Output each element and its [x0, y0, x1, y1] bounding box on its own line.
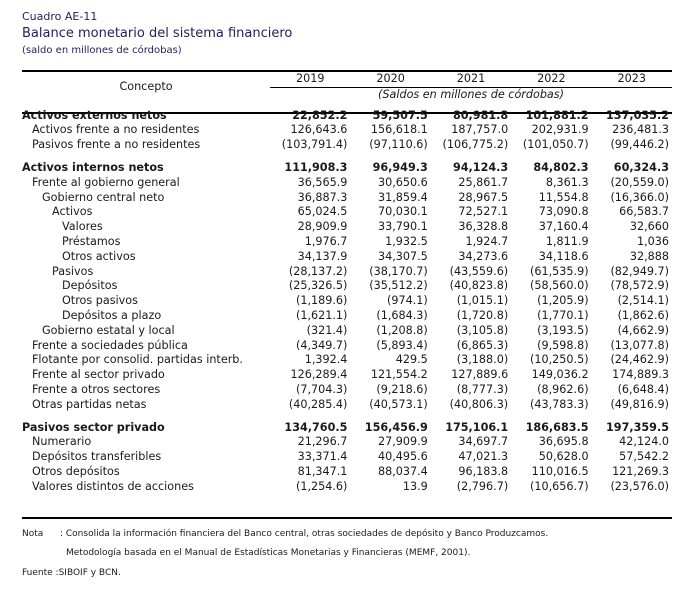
cell-value: (38,170.7)	[369, 264, 428, 278]
cell-value: (25,326.5)	[288, 279, 348, 293]
cell-value: (40,285.4)	[288, 397, 348, 411]
cell-value: (1,189.6)	[295, 294, 348, 308]
cell-value: (1,720.8)	[456, 308, 509, 322]
row-label: Gobierno central neto	[42, 190, 165, 204]
cell-value: (43,783.3)	[530, 397, 589, 411]
cell-value: (23,576.0)	[610, 479, 669, 493]
row-label: Activos externos netos	[22, 108, 167, 122]
cell-value: 13.9	[402, 479, 428, 493]
row-label: Pasivos frente a no residentes	[32, 138, 201, 152]
cell-value: 65,024.5	[297, 205, 348, 219]
cell-value: (10,656.7)	[530, 479, 589, 493]
row-label: Depósitos transferibles	[32, 450, 162, 464]
row-label: Otras partidas netas	[32, 397, 147, 411]
cell-value: 32,888	[629, 249, 669, 263]
table-row	[22, 109, 672, 124]
cell-value: 36,565.9	[297, 175, 348, 189]
cell-value: 36,695.8	[538, 435, 589, 449]
row-label: Pasivos sector privado	[22, 420, 165, 434]
table-row	[22, 123, 672, 138]
cell-value: 137,035.2	[606, 108, 669, 122]
note-line-1: : Consolida la información financiera del Banco central, otras sociedades de depósito y Banco Produzcamos.	[60, 529, 549, 539]
cell-value: 94,124.3	[452, 160, 509, 174]
cell-value: 202,931.9	[531, 123, 589, 137]
spacer-row	[22, 153, 672, 161]
cell-value: 127,889.6	[451, 368, 509, 382]
cell-value: (40,573.1)	[369, 397, 428, 411]
row-label: Otros activos	[62, 249, 136, 263]
year-header-row	[22, 72, 672, 87]
table-subtitle: (saldo en millones de córdobas)	[22, 45, 182, 56]
cell-value: (58,560.0)	[530, 279, 589, 293]
table-row	[22, 138, 672, 153]
cell-value: 121,269.3	[612, 464, 669, 478]
cell-value: 32,660	[629, 220, 669, 234]
spacer-row	[22, 413, 672, 421]
cell-value: (106,775.2)	[442, 138, 509, 152]
cell-value: 37,160.4	[538, 220, 589, 234]
cell-value: (4,662.9)	[617, 323, 669, 337]
row-label: Pasivos	[52, 264, 94, 278]
cell-value: (2,514.1)	[617, 294, 669, 308]
table-row	[22, 176, 672, 191]
cell-value: (1,862.6)	[617, 308, 669, 322]
cell-value: (78,572.9)	[610, 279, 669, 293]
year-header: 2022	[511, 72, 591, 87]
row-label: Frente a sociedades pública	[32, 338, 188, 352]
cell-value: 30,650.6	[377, 175, 428, 189]
cell-value: (40,806.3)	[449, 397, 509, 411]
year-header: 2021	[431, 72, 511, 87]
cell-value: 59,507.5	[372, 108, 428, 122]
cell-value: 72,527.1	[458, 205, 509, 219]
cell-value: 186,683.5	[525, 420, 589, 434]
table-row	[22, 398, 672, 413]
cell-value: (28,137.2)	[288, 264, 348, 278]
row-label: Valores distintos de acciones	[32, 479, 194, 493]
cell-value: 429.5	[395, 353, 428, 367]
row-label: Gobierno estatal y local	[42, 323, 175, 337]
cell-value: 34,697.7	[458, 435, 509, 449]
row-label: Frente al sector privado	[32, 368, 165, 382]
table-row	[22, 205, 672, 220]
cell-value: 126,289.4	[290, 368, 348, 382]
note-label: Nota	[22, 529, 44, 539]
table-row	[22, 279, 672, 294]
cell-value: 236,481.3	[612, 123, 669, 137]
cell-value: (40,823.8)	[449, 279, 509, 293]
cell-value: 25,861.7	[458, 175, 509, 189]
table-row	[22, 161, 672, 176]
cell-value: 57,542.2	[619, 450, 669, 464]
cell-value: 33,371.4	[297, 450, 348, 464]
cell-value: 126,643.6	[290, 123, 348, 137]
table-row	[22, 368, 672, 383]
table-row	[22, 480, 672, 495]
cell-value: 96,183.8	[458, 464, 509, 478]
table-row	[22, 235, 672, 250]
cell-value: (6,648.4)	[617, 382, 669, 396]
cell-value: 34,273.6	[458, 249, 509, 263]
table-code: Cuadro AE-11	[22, 10, 98, 23]
cell-value: 174,889.3	[612, 368, 669, 382]
cell-value: (1,621.1)	[295, 308, 348, 322]
row-label: Activos frente a no residentes	[32, 123, 200, 137]
cell-value: (49,816.9)	[610, 397, 669, 411]
cell-value: 156,456.9	[364, 420, 428, 434]
cell-value: 27,909.9	[377, 435, 428, 449]
cell-value: (1,770.1)	[537, 308, 589, 322]
cell-value: (1,015.1)	[456, 294, 509, 308]
year-header: 2020	[350, 72, 430, 87]
cell-value: (8,962.6)	[537, 382, 589, 396]
cell-value: 88,037.4	[377, 464, 428, 478]
source-note: Fuente :SIBOIF y BCN.	[22, 568, 121, 578]
table-row	[22, 250, 672, 265]
cell-value: (82,949.7)	[610, 264, 669, 278]
table-row	[22, 294, 672, 309]
table-row	[22, 450, 672, 465]
cell-value: 1,036	[636, 234, 669, 248]
cell-value: (5,893.4)	[376, 338, 428, 352]
cell-value: 47,021.3	[458, 450, 509, 464]
cell-value: (6,865.3)	[456, 338, 509, 352]
row-label: Activos	[52, 205, 93, 219]
cell-value: 110,016.5	[531, 464, 589, 478]
cell-value: (16,366.0)	[610, 190, 669, 204]
cell-value: 36,887.3	[297, 190, 348, 204]
cell-value: 8,361.3	[545, 175, 589, 189]
cell-value: 34,118.6	[538, 249, 589, 263]
cell-value: (20,559.0)	[610, 175, 669, 189]
cell-value: 149,036.2	[531, 368, 589, 382]
table-row	[22, 191, 672, 206]
cell-value: 1,811.9	[545, 234, 589, 248]
cell-value: 81,347.1	[297, 464, 348, 478]
cell-value: 73,090.8	[538, 205, 589, 219]
cell-value: (97,110.6)	[369, 138, 428, 152]
cell-value: 60,324.3	[613, 160, 669, 174]
table-row	[22, 435, 672, 450]
row-label: Otros pasivos	[62, 294, 138, 308]
cell-value: 96,949.3	[372, 160, 428, 174]
table-row	[22, 309, 672, 324]
cell-value: (101,050.7)	[522, 138, 589, 152]
cell-value: (9,218.6)	[376, 382, 428, 396]
cell-value: 21,296.7	[297, 435, 348, 449]
cell-value: 1,976.7	[304, 234, 348, 248]
cell-value: (3,193.5)	[537, 323, 589, 337]
cell-value: 34,307.5	[377, 249, 428, 263]
cell-value: (7,704.3)	[295, 382, 348, 396]
cell-value: 80,981.8	[452, 108, 509, 122]
cell-value: 31,859.4	[377, 190, 428, 204]
row-label: Activos internos netos	[22, 160, 164, 174]
row-label: Préstamos	[62, 234, 121, 248]
row-label: Numerario	[32, 435, 92, 449]
cell-value: 28,967.5	[458, 190, 509, 204]
cell-value: (3,105.8)	[456, 323, 509, 337]
cell-value: 1,932.5	[385, 234, 428, 248]
cell-value: (1,208.8)	[376, 323, 428, 337]
cell-value: (61,535.9)	[530, 264, 589, 278]
cell-value: (321.4)	[306, 323, 348, 337]
row-label: Depósitos	[62, 279, 118, 293]
year-header: 2023	[592, 72, 672, 87]
year-header: 2019	[270, 72, 350, 87]
cell-value: (8,777.3)	[456, 382, 509, 396]
row-label: Frente al gobierno general	[32, 175, 180, 189]
cell-value: 70,030.1	[377, 205, 428, 219]
cell-value: 11,554.8	[538, 190, 589, 204]
row-label: Flotante por consolid. partidas interb.	[32, 353, 243, 367]
table-row	[22, 383, 672, 398]
cell-value: (9,598.8)	[537, 338, 589, 352]
cell-value: 1,392.4	[304, 353, 348, 367]
table-row	[22, 421, 672, 436]
table-body	[22, 109, 672, 495]
cell-value: 33,790.1	[377, 220, 428, 234]
cell-value: 175,106.1	[445, 420, 509, 434]
table-row	[22, 265, 672, 280]
cell-value: 1,924.7	[465, 234, 509, 248]
row-label: Depósitos a plazo	[62, 308, 162, 322]
cell-value: 36,328.8	[458, 220, 509, 234]
table-row	[22, 324, 672, 339]
table-title: Balance monetario del sistema financiero	[22, 26, 293, 41]
cell-value: (1,254.6)	[295, 479, 348, 493]
cell-value: 101,881.2	[525, 108, 589, 122]
cell-value: (1,205.9)	[537, 294, 589, 308]
cell-value: (1,684.3)	[376, 308, 428, 322]
cell-value: (974.1)	[387, 294, 428, 308]
cell-value: 42,124.0	[619, 435, 669, 449]
cell-value: 121,554.2	[370, 368, 428, 382]
cell-value: 66,583.7	[619, 205, 669, 219]
cell-value: 28,909.9	[297, 220, 348, 234]
cell-value: 197,359.5	[606, 420, 669, 434]
cell-value: 50,628.0	[538, 450, 589, 464]
cell-value: (99,446.2)	[610, 138, 669, 152]
cell-value: 84,802.3	[533, 160, 589, 174]
cell-value: (2,796.7)	[456, 479, 509, 493]
cell-value: 134,760.5	[284, 420, 348, 434]
cell-value: (4,349.7)	[295, 338, 348, 352]
table-row	[22, 465, 672, 480]
cell-value: 22,852.2	[292, 108, 348, 122]
table-row	[22, 339, 672, 354]
cell-value: (35,512.2)	[369, 279, 428, 293]
cell-value: 111,908.3	[284, 160, 348, 174]
table-row	[22, 353, 672, 368]
cell-value: (3,188.0)	[456, 353, 509, 367]
concept-header: Concepto	[119, 79, 173, 93]
cell-value: 34,137.9	[297, 249, 348, 263]
balance-table	[22, 72, 672, 495]
cell-value: (13,077.8)	[610, 338, 669, 352]
units-label: (Saldos en millones de córdobas)	[378, 87, 564, 101]
row-label: Frente a otros sectores	[32, 382, 161, 396]
cell-value: 156,618.1	[370, 123, 428, 137]
row-label: Otros depósitos	[32, 464, 120, 478]
cell-value: 40,495.6	[377, 450, 428, 464]
row-label: Valores	[62, 220, 103, 234]
bottom-rule	[22, 517, 672, 519]
cell-value: (24,462.9)	[610, 353, 669, 367]
cell-value: 187,757.0	[451, 123, 509, 137]
cell-value: (103,791.4)	[281, 138, 348, 152]
table-row	[22, 220, 672, 235]
cell-value: (10,250.5)	[530, 353, 589, 367]
note-line-2: Metodología basada en el Manual de Estadísticas Monetarias y Financieras (MEMF, 2001).	[66, 548, 471, 558]
cell-value: (43,559.6)	[449, 264, 509, 278]
